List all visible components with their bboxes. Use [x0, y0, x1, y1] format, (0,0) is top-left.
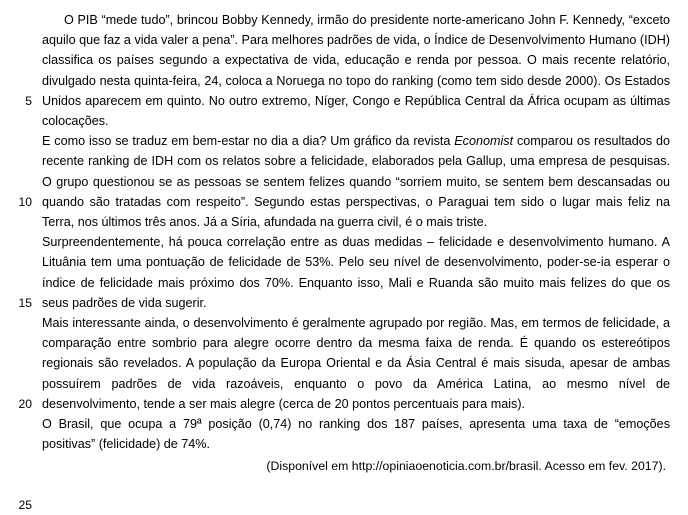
line-number-blank-13: [10, 252, 32, 272]
document-body: [42, 10, 670, 475]
source-attribution: (Disponível em http://opiniaoenoticia.com.br/brasil. Acesso em fev. 2017).: [266, 459, 666, 474]
paragraph-3: Surpreendentemente, há pouca correlação entre as duas medidas – felicidade e desenvolvimento humano. A Lituânia tem uma pontuação de felicidade de 53%. Pelo seu nível de desenvolvimento, poder-se-ia esperar o índice de felicidade mais próximo dos 70%. Enquanto isso, Mali e Ruanda são muito mais felizes do que os seus padrões de vida sugerir.: [42, 235, 670, 310]
line-number-blank-14: [10, 272, 32, 292]
line-number-blank-22: [10, 434, 32, 454]
magazine-title-italic: Economist: [454, 134, 514, 149]
line-number-blank-12: [10, 232, 32, 252]
line-number-5: 5: [25, 93, 32, 108]
line-number-10: 10: [18, 194, 32, 209]
paragraph-1: O PIB “mede tudo”, brincou Bobby Kennedy, irmão do presidente norte-americano John F. Kennedy, “exceto aquilo que faz a vida valer a pena”. Para melhores padrões de vida, o Índice de Desenvolvimento Humano (IDH) classifica os países segundo a expectativa de vida, educação e renda por pessoa. O mais recente relatório, divulgado nesta quinta-feira, 24, coloca a Noruega no topo do ranking (como tem sido desde 2000). Os Estados Unidos aparecem em quinto. No outro extremo, Níger, Congo e República Central da África ocupam as últimas colocações.: [42, 13, 670, 129]
line-number-gutter: [10, 10, 32, 515]
line-number-blank-4: [10, 71, 32, 91]
paragraph-4: Mais interessante ainda, o desenvolvimento é geralmente agrupado por região. Mas, em termos de felicidade, a comparação entre sombrio para alegre ocorre dentro da mesma faixa de renda. É quando os estereótipos regionais são revelados. A população da Europa Oriental e da Ásia Central é mais sisuda, apesar de ambas possuírem padrões de vida razoáveis, enquanto o povo da América Latina, ao mesmo nível de desenvolvimento, tende a ser mais alegre (cerca de 20 pontos percentuais para mais).: [42, 316, 670, 411]
line-number-blank-6: [10, 111, 32, 131]
paragraph-5: O Brasil, que ocupa a 79ª posição (0,74) no ranking dos 187 países, apresenta uma taxa de “emoções positivas” (felicidade) de 74%.: [42, 417, 670, 452]
line-number-20: 20: [18, 396, 32, 411]
line-number-blank-9: [10, 172, 32, 192]
line-number-blank-16: [10, 313, 32, 333]
line-number-blank-3: [10, 50, 32, 70]
line-number-blank-11: [10, 212, 32, 232]
line-number-blank-24: [10, 474, 32, 494]
line-number-blank-2: [10, 30, 32, 50]
line-number-blank-17: [10, 333, 32, 353]
paragraph-2: [42, 131, 670, 232]
line-number-blank-23: [10, 454, 32, 474]
line-number-15: 15: [18, 295, 32, 310]
line-number-25: 25: [18, 497, 32, 512]
line-number-blank-21: [10, 414, 32, 434]
line-number-blank-8: [10, 151, 32, 171]
paragraph-2-part-1: E como isso se traduz em bem-estar no dia a dia? Um gráfico da revista: [42, 134, 455, 149]
line-number-blank-1: [10, 10, 32, 30]
paragraph-2-part-2: comparou os resultados do recente ranking de IDH com os relatos sobre a felicidade, elaborados pela Gallup, uma empresa de pesquisas. O grupo questionou se as pessoas se sentem felizes quando “sorriem muito, se sentem bem descansadas ou quando são tratadas com respeito”. Segundo estas perspectivas, o Paraguai tem sido o lugar mais feliz na Terra, nos últimos três anos. Já a Síria, afundada na guerra civil, é o mais triste.: [42, 134, 670, 230]
line-number-blank-18: [10, 353, 32, 373]
line-number-blank-19: [10, 373, 32, 393]
line-number-blank-7: [10, 131, 32, 151]
